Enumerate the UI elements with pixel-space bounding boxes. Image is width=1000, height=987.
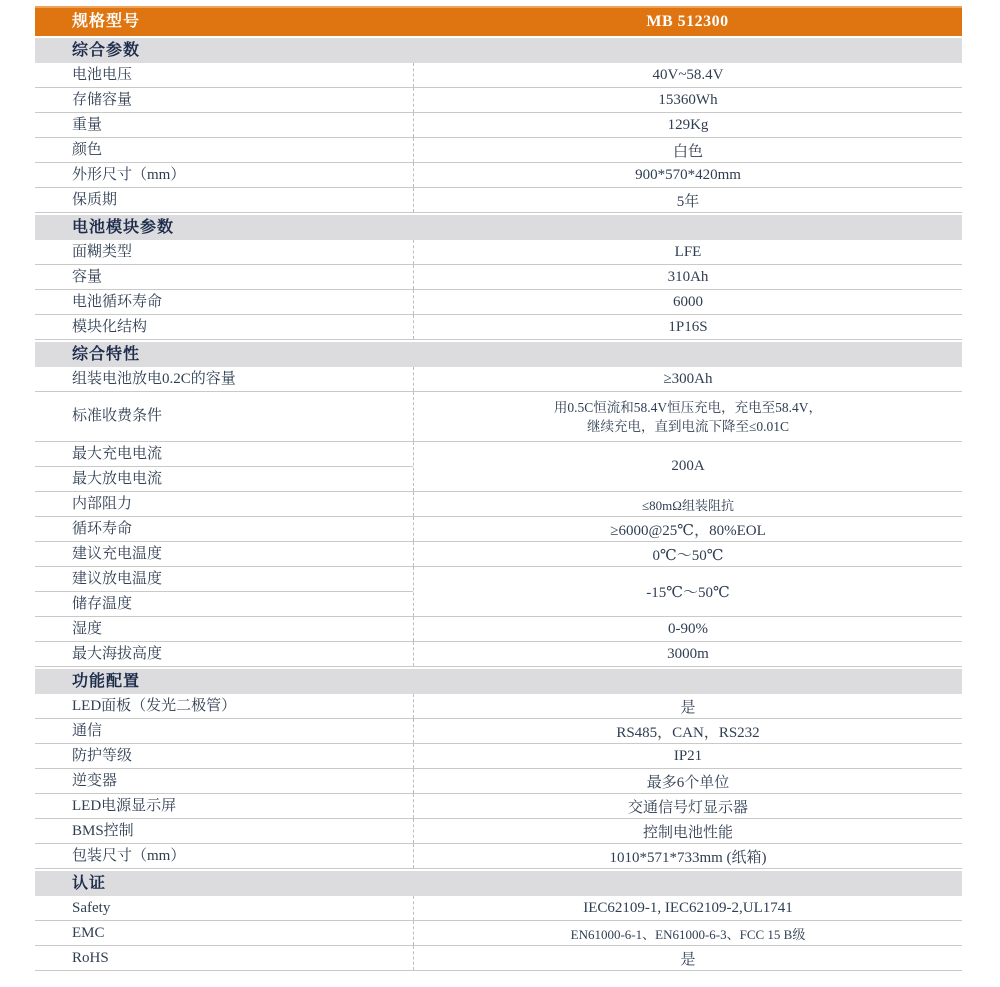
spec-label: 外形尺寸（mm） — [72, 167, 186, 183]
spec-label: 最大海拔高度 — [72, 646, 163, 662]
spec-label: 标准收费条件 — [72, 408, 163, 424]
spec-label: RoHS — [72, 950, 109, 966]
model-header-bar — [35, 6, 962, 36]
spec-row-capacity — [35, 265, 962, 290]
spec-row-cycle-life — [35, 517, 962, 542]
merged-label-stack — [35, 567, 413, 616]
spec-label: 面糊类型 — [72, 244, 133, 260]
spec-row-rohs — [35, 946, 962, 971]
spec-label: 储存温度 — [72, 596, 133, 612]
spec-label: 逆变器 — [72, 773, 118, 789]
spec-value: 310Ah — [413, 265, 962, 289]
section-title-battery-module-params: 电池模块参数 — [35, 215, 962, 240]
spec-value-line2: 继续充电，直到电流下降至≤0.01C — [586, 418, 790, 434]
spec-value: 控制电池性能 — [413, 819, 962, 843]
spec-row-recommended-charge-temp — [35, 542, 962, 567]
spec-table — [35, 6, 962, 971]
spec-row-color — [35, 138, 962, 163]
spec-label: 保质期 — [72, 192, 118, 208]
spec-value: 白色 — [413, 138, 962, 162]
spec-row-humidity — [35, 617, 962, 642]
spec-value: 6000 — [413, 290, 962, 314]
spec-label: 颜色 — [72, 142, 103, 158]
merged-label-stack — [35, 442, 413, 491]
section-title-general-params: 综合参数 — [35, 38, 962, 63]
spec-value: ≤80mΩ组装阻抗 — [413, 492, 962, 516]
spec-value: 是 — [413, 694, 962, 718]
merged-label-bottom — [35, 592, 413, 617]
spec-label: 湿度 — [72, 621, 103, 637]
spec-label: LED电源显示屏 — [72, 798, 177, 814]
spec-label: 最大充电电流 — [72, 446, 163, 462]
spec-row-cell-type — [35, 240, 962, 265]
spec-row-led-power-display — [35, 794, 962, 819]
spec-row-weight — [35, 113, 962, 138]
spec-value: 交通信号灯显示器 — [413, 794, 962, 818]
merged-label-top — [35, 567, 413, 592]
spec-label: 建议放电温度 — [72, 571, 163, 587]
spec-value: 3000m — [413, 642, 962, 666]
spec-value: ≥300Ah — [413, 367, 962, 391]
model-number: MB 512300 — [646, 13, 729, 30]
spec-value: 900*570*420mm — [413, 163, 962, 187]
spec-row-communication — [35, 719, 962, 744]
spec-value: 是 — [413, 946, 962, 970]
spec-value: 最多6个单位 — [413, 769, 962, 793]
spec-row-safety — [35, 896, 962, 921]
spec-label: 最大放电电流 — [72, 471, 163, 487]
spec-value — [413, 392, 962, 441]
spec-label: 电池循环寿命 — [72, 294, 163, 310]
spec-value: 0℃～50℃ — [413, 542, 962, 566]
spec-label: 循环寿命 — [72, 521, 133, 537]
spec-row-max-charge-discharge-current — [35, 442, 962, 492]
spec-value: EN61000-6-1、EN61000-6-3、FCC 15 B级 — [413, 921, 962, 945]
spec-row-package-dimensions — [35, 844, 962, 869]
spec-value: 1010*571*733mm (纸箱) — [413, 844, 962, 868]
spec-row-storage-capacity — [35, 88, 962, 113]
spec-value: RS485，CAN，RS232 — [413, 719, 962, 743]
spec-label: 存储容量 — [72, 92, 133, 108]
spec-row-protection-rating — [35, 744, 962, 769]
spec-label: Safety — [72, 900, 111, 916]
spec-label: 内部阻力 — [72, 496, 133, 512]
spec-label: 通信 — [72, 723, 103, 739]
spec-label: 组装电池放电0.2C的容量 — [72, 371, 236, 387]
spec-value: ≥6000@25℃，80%EOL — [413, 517, 962, 541]
spec-label: 重量 — [72, 117, 103, 133]
spec-row-internal-resistance — [35, 492, 962, 517]
spec-row-led-panel — [35, 694, 962, 719]
spec-value: 200A — [413, 442, 962, 491]
spec-label: 防护等级 — [72, 748, 133, 764]
merged-label-bottom — [35, 467, 413, 492]
spec-label: 包装尺寸（mm） — [72, 848, 186, 864]
spec-label: LED面板（发光二极管） — [72, 698, 237, 714]
spec-value: 15360Wh — [413, 88, 962, 112]
spec-value: LFE — [413, 240, 962, 264]
spec-row-discharge-capacity — [35, 367, 962, 392]
spec-label: 建议充电温度 — [72, 546, 163, 562]
spec-value: -15℃～50℃ — [413, 567, 962, 616]
spec-value: 5年 — [413, 188, 962, 212]
spec-row-discharge-storage-temp — [35, 567, 962, 617]
spec-value: 40V~58.4V — [413, 63, 962, 87]
spec-value-line1: 用0.5C恒流和58.4V恒压充电，充电至58.4V， — [553, 399, 823, 415]
spec-label: 电池电压 — [72, 67, 133, 83]
spec-label: EMC — [72, 925, 105, 941]
spec-label: 容量 — [72, 269, 103, 285]
spec-value: IP21 — [413, 744, 962, 768]
section-title-certification: 认证 — [35, 871, 962, 896]
spec-row-bms-control — [35, 819, 962, 844]
spec-row-standard-charge-condition — [35, 392, 962, 442]
spec-row-battery-cycle-life — [35, 290, 962, 315]
section-title-feature-config: 功能配置 — [35, 669, 962, 694]
model-header-label: 规格型号 — [72, 13, 141, 30]
spec-value: IEC62109-1, IEC62109-2,UL1741 — [413, 896, 962, 920]
spec-label: BMS控制 — [72, 823, 134, 839]
spec-value: 129Kg — [413, 113, 962, 137]
spec-row-inverter — [35, 769, 962, 794]
merged-label-top — [35, 442, 413, 467]
spec-row-dimensions — [35, 163, 962, 188]
spec-value: 0-90% — [413, 617, 962, 641]
spec-row-emc — [35, 921, 962, 946]
spec-row-battery-voltage — [35, 63, 962, 88]
section-title-general-characteristics: 综合特性 — [35, 342, 962, 367]
spec-label: 模块化结构 — [72, 319, 148, 335]
spec-row-max-altitude — [35, 642, 962, 667]
spec-row-warranty — [35, 188, 962, 213]
spec-row-modular-structure — [35, 315, 962, 340]
spec-value: 1P16S — [413, 315, 962, 339]
